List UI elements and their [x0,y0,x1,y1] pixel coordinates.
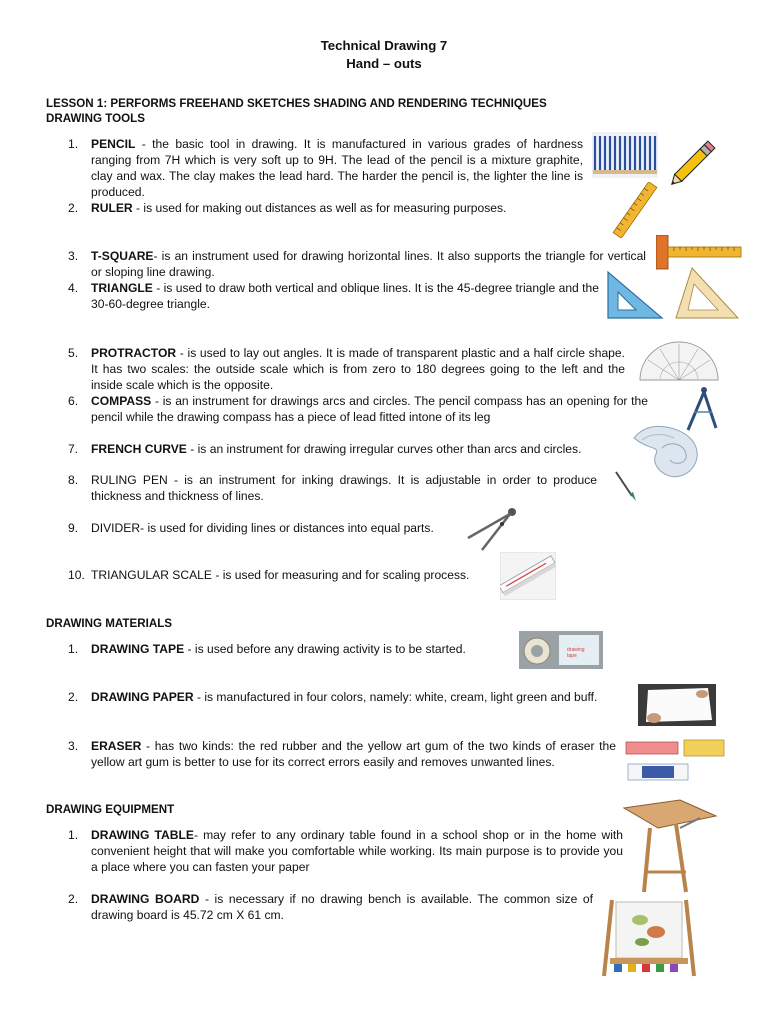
list-item-compass [91,393,648,425]
list-number: 4. [68,281,79,295]
list-item-triangle [91,280,599,312]
french-curve-image [630,418,710,480]
list-item-eraser [91,738,616,770]
list-item-t-square [91,248,646,280]
list-item-drawing-board [91,891,593,923]
definition: - is an instrument for drawings arcs and circles. The pencil compass has an opening for the pencil while the drawing compass has a piece of lead fitted intone of its leg [91,394,648,424]
term: RULER [91,201,133,215]
divider-image [464,502,524,552]
list-number: 6. [68,394,79,408]
list-item-divider [91,520,471,536]
eraser-image [624,738,728,786]
definition: - is used before any drawing activity is to be started. [184,642,466,656]
definition: RULING PEN - is an instrument for inking drawings. It is adjustable in order to produce thickness and thickness of lines. [91,473,597,503]
list-number: 9. [68,521,79,535]
term: T-SQUARE [91,249,154,263]
list-number: 2. [68,201,79,215]
list-number: 1. [68,642,79,656]
definition: TRIANGULAR SCALE - is used for measuring and for scaling process. [91,568,470,582]
list-number: 1. [68,828,79,842]
term: DRAWING PAPER [91,690,194,704]
ruling-pen-image [612,468,638,502]
protractor-image [638,340,720,382]
list-number: 10. [68,568,85,582]
definition: DIVIDER- is used for dividing lines or distances into equal parts. [91,521,434,535]
list-number: 3. [68,739,79,753]
definition: - is an instrument for drawing irregular curves other than arcs and circles. [186,442,582,456]
ruler-image [610,182,660,238]
definition: - may refer to any ordinary table found in a school shop or in the home with convenient height that will make you comfortable while working. Its main purpose is to provide you a place where you can fasten your paper [91,828,623,874]
list-item-french-curve [91,441,611,457]
drawing-equipment-heading: DRAWING EQUIPMENT [46,803,175,816]
pencil-set-image [592,132,658,178]
definition: - is used to draw both vertical and oblique lines. It is the 45-degree triangle and the 30-60-degree triangle. [91,281,599,311]
definition: - is necessary if no drawing bench is available. The common size of drawing board is 45.72 cm X 61 cm. [91,892,593,922]
document-subtitle: Hand – outs [346,56,422,71]
list-item-drawing-tape [91,641,511,657]
term: DRAWING TAPE [91,642,185,656]
list-number: 8. [68,473,79,487]
definition: - has two kinds: the red rubber and the yellow art gum of the two kinds of eraser the yellow art gum is better to use for its correct errors easily and removes unwanted lines. [91,739,616,769]
list-item-triangular-scale [91,567,491,583]
term: PENCIL [91,137,136,151]
drawing-materials-heading: DRAWING MATERIALS [46,617,173,630]
svg-text:drawing: drawing [567,647,585,653]
list-item-ruling-pen [91,472,597,504]
svg-text:tape: tape [567,653,577,659]
term: DRAWING BOARD [91,892,200,906]
definition: - is an instrument used for drawing horizontal lines. It also supports the triangle for vertical or sloping line drawing. [91,249,646,279]
pencil-image [662,132,724,194]
drawing-paper-image [638,684,716,726]
list-number: 3. [68,249,79,263]
term: COMPASS [91,394,152,408]
definition: - the basic tool in drawing. It is manufactured in various grades of hardness ranging from 7H which is very soft up to 9H. The lead of the pencil is a mixture graphite, clay and wax. The clay makes the lead hard. The harder the pencil is, the lighter the line is produced. [91,137,583,199]
list-item-protractor [91,345,625,393]
list-item-ruler [91,200,561,216]
term: ERASER [91,739,142,753]
drawing-table-image [620,798,720,894]
drawing-tape-image [519,631,603,669]
drawing-board-image [602,896,696,978]
term: TRIANGLE [91,281,153,295]
triangular-scale-image [500,552,556,600]
definition: - is used to lay out angles. It is made of transparent plastic and a half circle shape. It has two scales: the outside scale which is from zero to 180 degrees going to the left and the inside scale which is the opposite. [91,346,625,392]
list-number: 5. [68,346,79,360]
list-item-drawing-paper [91,689,631,705]
list-item-pencil [91,136,583,200]
term: DRAWING TABLE [91,828,194,842]
drawing-tools-heading: DRAWING TOOLS [46,112,145,125]
triangle-45-image [606,270,664,322]
list-number: 2. [68,690,79,704]
document-title: Technical Drawing 7 [320,38,448,53]
list-number: 1. [68,137,79,151]
list-number: 7. [68,442,79,456]
term: PROTRACTOR [91,346,177,360]
list-item-drawing-table [91,827,623,875]
triangle-30-60-image [672,266,742,322]
list-number: 2. [68,892,79,906]
definition: - is used for making out distances as well as for measuring purposes. [132,201,507,215]
definition: - is manufactured in four colors, namely: white, cream, light green and buff. [193,690,598,704]
lesson-heading: LESSON 1: PERFORMS FREEHAND SKETCHES SHADING AND RENDERING TECHNIQUES [46,97,547,110]
term: FRENCH CURVE [91,442,187,456]
